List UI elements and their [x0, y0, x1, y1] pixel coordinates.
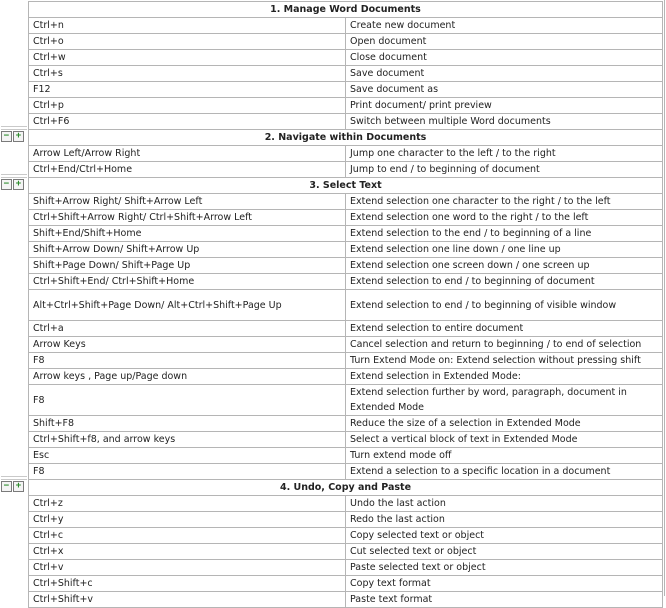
table-row [29, 194, 663, 210]
shortcut-keys-cell: Ctrl+w [29, 50, 346, 66]
shortcut-keys-cell: Esc [29, 448, 346, 464]
shortcut-description-cell: Paste text format [346, 592, 663, 608]
collapse-icon[interactable]: − [1, 481, 12, 492]
shortcut-description-cell: Extend selection to entire document [346, 321, 663, 337]
shortcut-description-cell: Redo the last action [346, 512, 663, 528]
shortcut-keys-cell: Ctrl+z [29, 496, 346, 512]
shortcut-keys-cell: Ctrl+Shift+End/ Ctrl+Shift+Home [29, 274, 346, 290]
outline-controls [1, 179, 24, 190]
shortcut-description-cell: Reduce the size of a selection in Extended Mode [346, 416, 663, 432]
table-row [29, 82, 663, 98]
section-header-row [29, 480, 663, 496]
table-row [29, 114, 663, 130]
shortcut-keys-cell: Ctrl+Shift+f8, and arrow keys [29, 432, 346, 448]
table-row [29, 274, 663, 290]
expand-icon[interactable]: + [13, 481, 24, 492]
shortcut-description-cell: Close document [346, 50, 663, 66]
table-row [29, 242, 663, 258]
shortcut-description-cell: Extend selection to the end / to beginning of a line [346, 226, 663, 242]
shortcut-description-cell: Turn extend mode off [346, 448, 663, 464]
shortcut-description-cell: Extend selection one character to the right / to the left [346, 194, 663, 210]
shortcut-description-cell: Extend selection to end / to beginning of visible window [346, 290, 663, 321]
shortcut-description-cell: Select a vertical block of text in Extended Mode [346, 432, 663, 448]
shortcut-description-cell: Turn Extend Mode on: Extend selection without pressing shift [346, 353, 663, 369]
shortcut-description-cell: Extend a selection to a specific location in a document [346, 464, 663, 480]
table-row [29, 34, 663, 50]
collapse-icon[interactable]: − [1, 179, 12, 190]
table-row [29, 512, 663, 528]
table-row [29, 544, 663, 560]
shortcut-description-cell: Save document as [346, 82, 663, 98]
outline-separator [1, 476, 27, 480]
table-row [29, 50, 663, 66]
shortcut-description-cell: Jump to end / to beginning of document [346, 162, 663, 178]
shortcut-keys-cell: Ctrl+a [29, 321, 346, 337]
shortcut-keys-cell: Ctrl+v [29, 560, 346, 576]
shortcut-keys-cell: Shift+Page Down/ Shift+Page Up [29, 258, 346, 274]
shortcut-description-cell: Extend selection in Extended Mode: [346, 369, 663, 385]
table-row [29, 592, 663, 608]
table-row [29, 464, 663, 480]
shortcut-keys-cell: Ctrl+y [29, 512, 346, 528]
shortcut-keys-cell: Arrow Keys [29, 337, 346, 353]
table-row [29, 496, 663, 512]
shortcut-keys-cell: Ctrl+Shift+c [29, 576, 346, 592]
shortcut-keys-cell: Ctrl+Shift+v [29, 592, 346, 608]
shortcut-keys-cell: Ctrl+End/Ctrl+Home [29, 162, 346, 178]
shortcut-keys-cell: Ctrl+o [29, 34, 346, 50]
table-row [29, 146, 663, 162]
shortcut-keys-cell: Alt+Ctrl+Shift+Page Down/ Alt+Ctrl+Shift+Page Up [29, 290, 346, 321]
table-row [29, 98, 663, 114]
shortcut-keys-cell: Ctrl+s [29, 66, 346, 82]
shortcut-description-cell: Print document/ print preview [346, 98, 663, 114]
shortcut-keys-cell: F8 [29, 353, 346, 369]
shortcut-keys-cell: Shift+Arrow Right/ Shift+Arrow Left [29, 194, 346, 210]
shortcut-keys-cell: F12 [29, 82, 346, 98]
table-right-edge [664, 0, 665, 596]
section-header-row [29, 130, 663, 146]
shortcut-description-cell: Create new document [346, 18, 663, 34]
table-row [29, 528, 663, 544]
shortcut-keys-cell: F8 [29, 385, 346, 416]
shortcut-table [28, 1, 663, 608]
expand-icon[interactable]: + [13, 179, 24, 190]
section-title: 2. Navigate within Documents [29, 130, 663, 146]
shortcut-keys-cell: Ctrl+n [29, 18, 346, 34]
shortcut-keys-cell: Ctrl+Shift+Arrow Right/ Ctrl+Shift+Arrow Left [29, 210, 346, 226]
shortcut-description-cell: Jump one character to the left / to the right [346, 146, 663, 162]
table-row [29, 18, 663, 34]
outline-separator [1, 126, 27, 130]
shortcut-description-cell: Extend selection one screen down / one screen up [346, 258, 663, 274]
section-header-row [29, 178, 663, 194]
shortcut-keys-cell: Arrow keys , Page up/Page down [29, 369, 346, 385]
shortcut-description-cell: Paste selected text or object [346, 560, 663, 576]
shortcut-description-cell: Extend selection further by word, paragraph, document in Extended Mode [346, 385, 663, 416]
table-row [29, 576, 663, 592]
section-header-row [29, 2, 663, 18]
shortcut-description-cell: Extend selection one word to the right / to the left [346, 210, 663, 226]
section-title: 1. Manage Word Documents [29, 2, 663, 18]
table-row [29, 353, 663, 369]
shortcut-keys-cell: Ctrl+p [29, 98, 346, 114]
table-row [29, 337, 663, 353]
table-row [29, 416, 663, 432]
shortcut-description-cell: Extend selection to end / to beginning of document [346, 274, 663, 290]
shortcut-description-cell: Copy text format [346, 576, 663, 592]
collapse-icon[interactable]: − [1, 131, 12, 142]
shortcut-description-cell: Undo the last action [346, 496, 663, 512]
shortcut-keys-cell: Shift+F8 [29, 416, 346, 432]
table-row [29, 385, 663, 416]
table-row [29, 560, 663, 576]
table-row [29, 432, 663, 448]
table-row [29, 448, 663, 464]
shortcut-keys-cell: Shift+End/Shift+Home [29, 226, 346, 242]
outline-controls [1, 481, 24, 492]
table-row [29, 162, 663, 178]
table-row [29, 369, 663, 385]
shortcut-description-cell: Open document [346, 34, 663, 50]
shortcut-description-cell: Copy selected text or object [346, 528, 663, 544]
shortcut-keys-cell: F8 [29, 464, 346, 480]
shortcut-keys-cell: Ctrl+F6 [29, 114, 346, 130]
outline-separator [1, 174, 27, 178]
table-row [29, 210, 663, 226]
shortcut-keys-cell: Shift+Arrow Down/ Shift+Arrow Up [29, 242, 346, 258]
shortcut-description-cell: Cut selected text or object [346, 544, 663, 560]
expand-icon[interactable]: + [13, 131, 24, 142]
shortcut-keys-cell: Ctrl+x [29, 544, 346, 560]
shortcut-keys-cell: Arrow Left/Arrow Right [29, 146, 346, 162]
shortcut-description-cell: Extend selection one line down / one line up [346, 242, 663, 258]
section-title: 4. Undo, Copy and Paste [29, 480, 663, 496]
table-row [29, 321, 663, 337]
table-row [29, 226, 663, 242]
shortcut-keys-cell: Ctrl+c [29, 528, 346, 544]
shortcut-description-cell: Switch between multiple Word documents [346, 114, 663, 130]
outline-controls [1, 131, 24, 142]
shortcut-description-cell: Cancel selection and return to beginning / to end of selection [346, 337, 663, 353]
table-row [29, 290, 663, 321]
table-row [29, 258, 663, 274]
shortcut-description-cell: Save document [346, 66, 663, 82]
section-title: 3. Select Text [29, 178, 663, 194]
table-row [29, 66, 663, 82]
